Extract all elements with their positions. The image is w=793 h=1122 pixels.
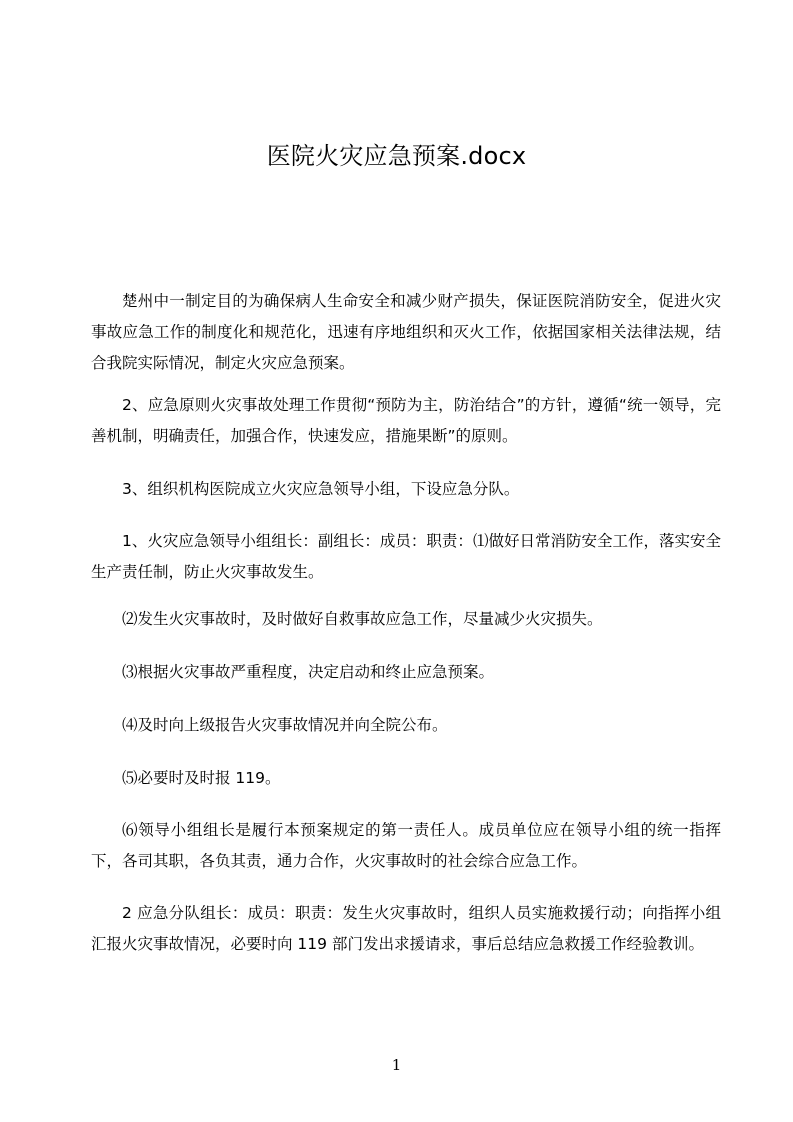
paragraph-emergency-team: 2 应急分队组长：成员：职责：发生火灾事故时，组织人员实施救援行动；向指挥小组汇报火灾事故情况，必要时向 119 部门发出求援请求，事后总结应急救援工作经验教训。 <box>91 904 721 953</box>
paragraph-leadership-group: 1、火灾应急领导小组组长：副组长：成员：职责：⑴做好日常消防安全工作，落实安全生产责任制，防止火灾事故发生。 <box>91 532 721 581</box>
paragraph-organization: 3、组织机构医院成立火灾应急领导小组，下设应急分队。 <box>122 480 520 498</box>
paragraph-duty-3: ⑶根据火灾事故严重程度，决定启动和终止应急预案。 <box>122 663 495 681</box>
document-title: 医院火灾应急预案.docx <box>266 142 527 170</box>
paragraph-principles: 2、应急原则火灾事故处理工作贯彻“预防为主，防治结合”的方针，遵循“统一领导，完善机制，明确责任，加强合作，快速发应，措施果断”的原则。 <box>91 396 721 445</box>
paragraph-duty-2: ⑵发生火灾事故时，及时做好自救事故应急工作，尽量减少火灾损失。 <box>122 610 603 628</box>
page-number: 1 <box>391 1056 402 1074</box>
paragraph-duty-6: ⑹领导小组组长是履行本预案规定的第一责任人。成员单位应在领导小组的统一指挥下，各司其职，各负其责，通力合作，火灾事故时的社会综合应急工作。 <box>91 821 721 870</box>
paragraph-duty-5: ⑸必要时及时报 119。 <box>122 769 281 787</box>
paragraph-purpose: 楚州中一制定目的为确保病人生命安全和减少财产损失，保证医院消防安全，促进火灾事故应急工作的制度化和规范化，迅速有序地组织和灭火工作，依据国家相关法律法规，结合我院实际情况，制定火灾应急预案。 <box>91 292 721 372</box>
paragraph-duty-4: ⑷及时向上级报告火灾事故情况并向全院公布。 <box>122 716 448 734</box>
